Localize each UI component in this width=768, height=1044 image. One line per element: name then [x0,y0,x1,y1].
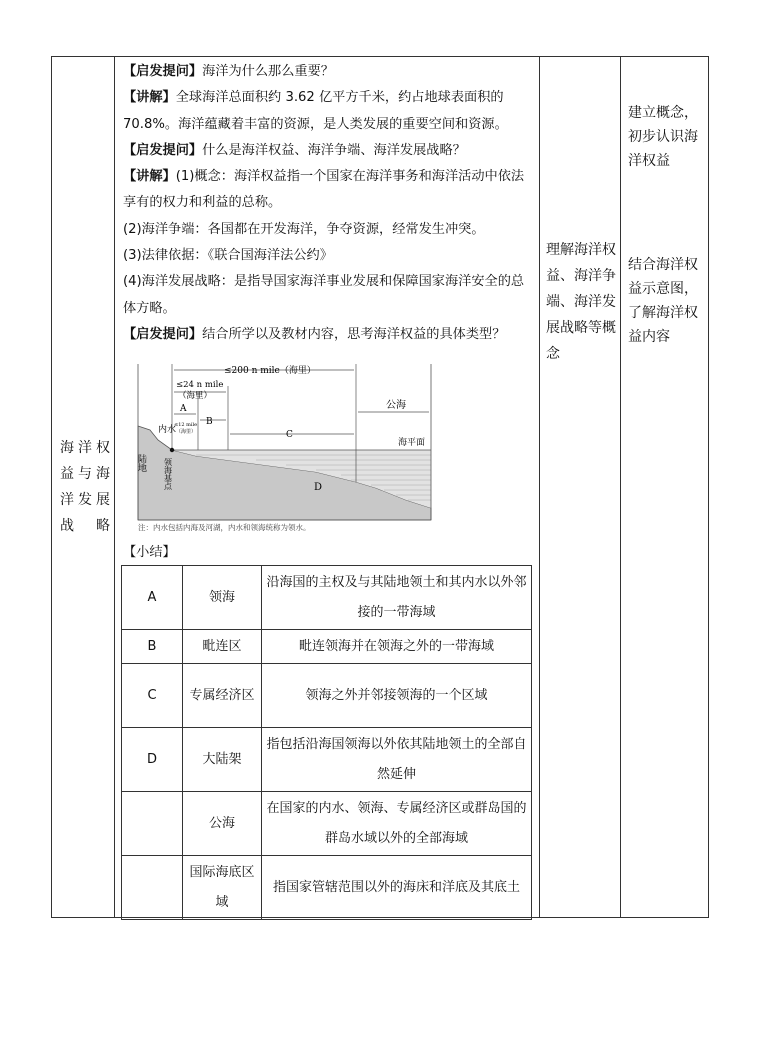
content-label: 【启发提问】 [123,64,203,79]
objective-text: 理解海洋权益、海洋争端、海洋发展战略等概念 [546,242,616,362]
zone-b-label: B [206,417,213,427]
design-note: 建立概念，初步认识海洋权益 [628,105,698,169]
land-label: 陆地 [136,454,146,472]
content-line: 【讲解】全球海洋总面积约 3.62 亿平方千米，约占地球表面积的 70.8%。海洋蕴藏着丰富的资源，是人类发展的重要空间和资源。 [123,90,508,132]
content-line: 【启发提问】结合所学以及教材内容，思考海洋权益的具体类型？ [123,326,506,342]
summary-table [121,565,532,920]
zone-name: 领海 [183,566,262,630]
zone-code: C [122,664,183,728]
table-row [122,728,532,792]
diagram-note: 注：内水包括内海及河湖，内水和领海统称为领水。 [138,523,311,532]
section-title-cell [52,57,114,917]
sea-level-label: 海平面 [398,438,426,448]
design-note: 结合海洋权益示意图，了解海洋权益内容 [628,257,698,345]
zone-c-label: C [286,430,293,440]
zone-desc: 指包括沿海国领海以外依其陆地领土的全部自然延伸 [262,728,532,792]
zone-code [122,792,183,856]
zone-name: 国际海底区域 [183,856,262,920]
content-line: 【讲解】(1)概念：海洋权益指一个国家在海洋事务和海洋活动中依法享有的权力和利益的总称。 [123,169,525,211]
zone-desc: 指国家管辖范围以外的海床和洋底及其底土 [262,856,532,920]
label-12nm: ≤12 mile [174,422,198,428]
column-divider [620,57,621,917]
zone-desc: 领海之外并邻接领海的一个区域 [262,664,532,728]
content-label: 【启发提问】 [123,142,203,158]
content-label: 【讲解】 [123,90,176,106]
label-12nm-unit: （海里） [176,429,197,435]
zone-a-label: A [180,404,187,414]
label-24nm-unit: （海里） [178,391,213,401]
inland-water-label: 内水 [158,425,177,435]
zone-code [122,856,183,920]
baseline-point [170,448,174,452]
content-cell [123,59,533,348]
table-row [122,856,532,920]
high-seas-label: 公海 [386,400,406,411]
zone-desc: 沿海国的主权及与其陆地领土和其内水以外邻接的一带海域 [262,566,532,630]
zone-desc: 毗连领海并在领海之外的一带海域 [262,630,532,664]
zone-code: B [122,630,183,664]
column-divider [114,57,115,917]
zone-name: 毗连区 [183,630,262,664]
table-row [122,792,532,856]
maritime-zones-diagram [136,364,441,532]
zone-d-label: D [314,482,323,493]
label-200nm: ≤200 n mile（海里） [224,366,316,376]
zone-name: 专属经济区 [183,664,262,728]
table-row [122,664,532,728]
lesson-table [51,56,709,918]
label-24nm: ≤24 n mile [176,380,224,390]
zone-desc: 在国家的内水、领海、专属经济区或群岛国的群岛水域以外的全部海域 [262,792,532,856]
baseline-label: 领海基点 [163,458,173,490]
table-row [122,630,532,664]
zone-code: A [122,566,183,630]
section-title: 海洋权益与海洋发展战略 [60,440,110,534]
content-line: (2)海洋争端：各国都在开发海洋，争夺资源，经常发生冲突。 [123,221,485,237]
content-label: 【启发提问】 [123,326,203,342]
zone-name: 公海 [183,792,262,856]
column-divider [539,57,540,917]
content-line: 【启发提问】什么是海洋权益、海洋争端、海洋发展战略？ [123,142,466,158]
content-line: 【启发提问】海洋为什么那么重要？ [123,64,334,79]
summary-title: 【小结】 [123,545,176,560]
content-label: 【讲解】 [123,169,176,185]
zone-name: 大陆架 [183,728,262,792]
content-line: (3)法律依据：《联合国海洋法公约》 [123,248,333,264]
zone-code: D [122,728,183,792]
table-row [122,566,532,630]
content-line: (4)海洋发展战略：是指导国家海洋事业发展和保障国家海洋安全的总体方略。 [123,274,525,316]
